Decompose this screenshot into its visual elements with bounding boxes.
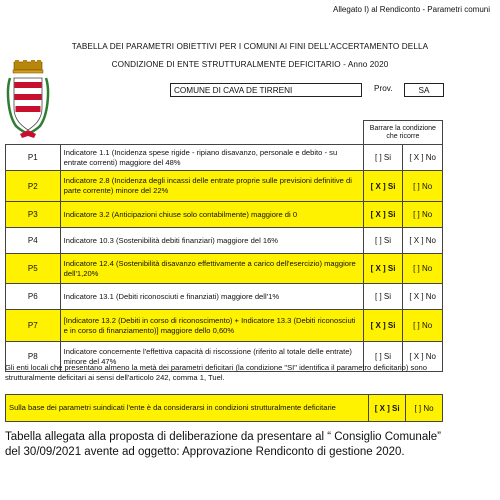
parameter-description: Indicatore 10.3 (Sostenibilità debiti finanziari) maggiore del 16% [60, 228, 363, 254]
no-checkbox[interactable]: [ X ] No [403, 284, 443, 310]
si-checkbox[interactable]: [ ] Si [363, 145, 403, 171]
parameter-description: Indicatore 13.1 (Debiti riconosciuti e finanziati) maggiore dell'1% [60, 284, 363, 310]
caption [5, 430, 495, 460]
no-checkbox[interactable]: [ X ] No [403, 145, 443, 171]
table-row [6, 254, 443, 284]
parameter-description: Indicatore 2.8 (Incidenza degli incassi delle entrate proprie sulle previsioni definitive di parte corrente) minore del 22% [60, 171, 363, 202]
attachment-label: Allegato I) al Rendiconto - Parametri comuni [333, 5, 490, 14]
parameter-code: P5 [6, 254, 61, 284]
parameter-code: P7 [6, 310, 61, 342]
parameters-table [5, 120, 443, 372]
no-checkbox[interactable]: [ ] No [406, 395, 443, 422]
parameter-description: Indicatore concernente l'effettiva capacità di riscossione (riferito al totale delle entrate) minore del 47% [60, 342, 363, 372]
table-row [6, 284, 443, 310]
crown-icon [13, 60, 43, 73]
no-checkbox[interactable]: [ ] No [403, 254, 443, 284]
si-checkbox[interactable]: [ ] Si [363, 228, 403, 254]
no-checkbox[interactable]: [ X ] No [403, 228, 443, 254]
no-checkbox[interactable]: [ X ] No [403, 342, 443, 372]
no-checkbox[interactable]: [ ] No [403, 202, 443, 228]
si-checkbox[interactable]: [ X ] Si [363, 202, 403, 228]
parameter-description: Indicatore 1.1 (Incidenza spese rigide - ripiano disavanzo, personale e debito - su entrate correnti) maggiore del 48% [60, 145, 363, 171]
si-checkbox[interactable]: [ ] Si [363, 284, 403, 310]
prov-label: Prov. [374, 84, 393, 93]
si-checkbox[interactable]: [ X ] Si [363, 171, 403, 202]
conclusion-row [6, 395, 443, 422]
table-row [6, 171, 443, 202]
caption-line2: del 30/09/2021 avente ad oggetto: Approvazione Rendiconto di gestione 2020. [5, 446, 405, 458]
document-title-line1: TABELLA DEI PARAMETRI OBIETTIVI PER I COMUNI AI FINI DELL'ACCERTAMENTO DELLA [71, 42, 429, 51]
deficit-note: Gli enti locali che presentano almeno la metà dei parametri deficitari (la condizione "SI" identifica il parametro deficitario) sono strutturalmente deficitari ai sensi dell'articolo 242, comma 1, Tuel. [5, 363, 427, 382]
comune-field: COMUNE DI CAVA DE TIRRENI [170, 83, 362, 97]
table-row [6, 228, 443, 254]
conclusion-description: Sulla base dei parametri suindicati l'ente è da considerarsi in condizioni strutturalmente deficitarie [6, 395, 369, 422]
parameter-code: P4 [6, 228, 61, 254]
no-checkbox[interactable]: [ ] No [403, 171, 443, 202]
table-row [6, 145, 443, 171]
parameter-description: Indicatore 12.4 (Sostenibilità disavanzo effettivamente a carico dell'esercizio) maggiore dell'1,20% [60, 254, 363, 284]
si-checkbox[interactable]: [ X ] Si [363, 310, 403, 342]
si-checkbox[interactable]: [ ] Si [363, 342, 403, 372]
parameter-code: P3 [6, 202, 61, 228]
si-checkbox[interactable]: [ X ] Si [369, 395, 406, 422]
conclusion-table [5, 394, 443, 422]
table-row [6, 202, 443, 228]
prov-field: SA [404, 83, 444, 97]
document-title-line2: CONDIZIONE DI ENTE STRUTTURALMENTE DEFICITARIO - Anno 2020 [111, 60, 389, 69]
no-checkbox[interactable]: [ ] No [403, 310, 443, 342]
parameter-code: P2 [6, 171, 61, 202]
si-checkbox[interactable]: [ X ] Si [363, 254, 403, 284]
parameter-description: [Indicatore 13.2 (Debiti in corso di riconoscimento) + Indicatore 13.3 (Debiti riconosciuti e in corso di finanziamento)] maggiore dello 0,60% [60, 310, 363, 342]
parameter-code: P1 [6, 145, 61, 171]
table-row [6, 310, 443, 342]
caption-line1: Tabella allegata alla proposta di deliberazione da presentare al “ Consiglio Comunale” [5, 431, 441, 443]
table-header: Barrare la condizione che ricorre [363, 121, 442, 145]
parameter-description: Indicatore 3.2 (Anticipazioni chiuse solo contabilmente) maggiore di 0 [60, 202, 363, 228]
table-header-row [6, 121, 443, 145]
parameter-code: P8 [6, 342, 61, 372]
parameter-code: P6 [6, 284, 61, 310]
